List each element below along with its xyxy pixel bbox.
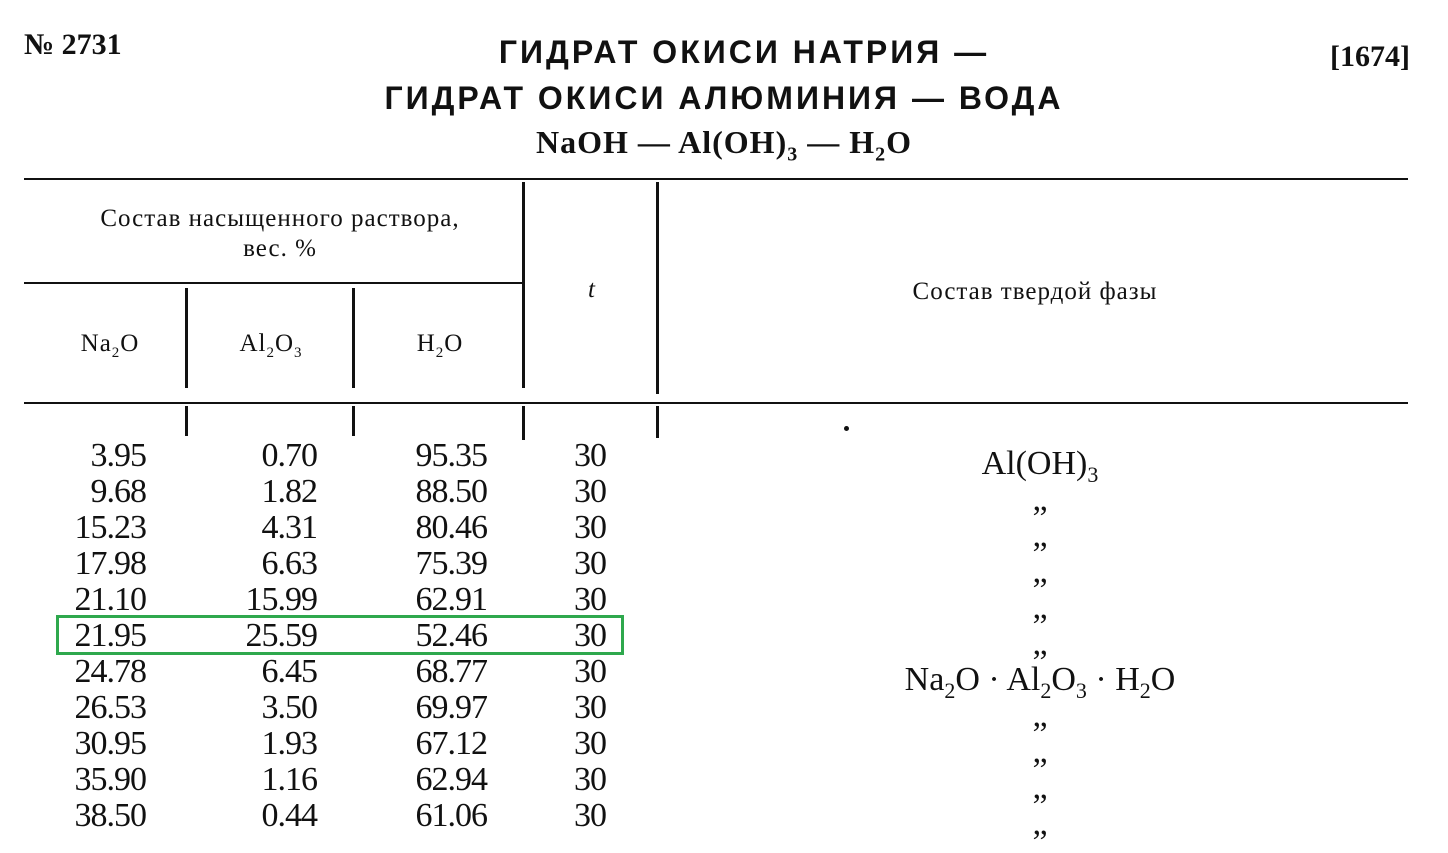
cell-al2o3-10: 0.44	[261, 797, 317, 834]
group-header-line-2: вес. %	[243, 235, 317, 262]
cell-t-10: 30	[574, 797, 606, 834]
col-header-na2o: $Na_2O$	[80, 330, 140, 361]
formula-part-1: NaOH — Al(OH)	[536, 124, 788, 160]
col-tick-4	[656, 406, 659, 438]
formula-part-3: O	[886, 124, 912, 160]
cell-al2o3-1: 1.82	[261, 473, 317, 510]
solid-phase-ditto-7: „	[1032, 697, 1048, 734]
cell-al2o3-6: 6.45	[261, 653, 317, 690]
solid-phase-aloh3: $Al(OH)_3$	[981, 445, 1099, 487]
solid-phase-ditto-2: „	[1032, 517, 1048, 554]
cell-h2o-10: 61.06	[415, 797, 487, 834]
title-line-2: ГИДРАТ ОКИСИ АЛЮМИНИЯ — ВОДА	[384, 80, 1064, 116]
cell-na2o-6: 24.78	[74, 653, 146, 690]
cell-na2o-0: 3.95	[90, 437, 146, 474]
solid-phase-sodium-aluminate: $Na_2O \cdot Al_2O_3 \cdot H_2O$	[904, 661, 1176, 703]
col-tick-1	[185, 406, 188, 436]
solid-phase-ditto-9: „	[1032, 769, 1048, 806]
solid-phase-ditto-5: „	[1032, 625, 1048, 662]
highlighted-row-box	[56, 615, 624, 655]
cell-h2o-9: 62.94	[415, 761, 487, 798]
cell-t-5: 30	[574, 617, 606, 654]
cell-t-1: 30	[574, 473, 606, 510]
system-formula	[0, 124, 1448, 166]
cell-al2o3-3: 6.63	[261, 545, 317, 582]
cell-na2o-10: 38.50	[74, 797, 146, 834]
col-header-temperature: t	[588, 276, 596, 303]
col-divider-1	[185, 288, 188, 388]
solid-phase-ditto-10: „	[1032, 805, 1048, 842]
cell-al2o3-4: 15.99	[245, 581, 317, 618]
cell-al2o3-7: 3.50	[261, 689, 317, 726]
cell-na2o-3: 17.98	[74, 545, 146, 582]
col-header-h2o: $H_2O$	[416, 330, 464, 361]
cell-t-9: 30	[574, 761, 606, 798]
title-line-1: ГИДРАТ ОКИСИ НАТРИЯ —	[498, 34, 990, 70]
cell-al2o3-2: 4.31	[261, 509, 317, 546]
column-solid-phase	[840, 446, 1240, 842]
cell-t-8: 30	[574, 725, 606, 762]
cell-al2o3-8: 1.93	[261, 725, 317, 762]
formula-sub-2: 2	[875, 143, 887, 166]
formula-part-2: — H	[798, 124, 876, 160]
cell-h2o-5: 52.46	[415, 617, 487, 654]
cell-na2o-9: 35.90	[74, 761, 146, 798]
solid-phase-ditto-1: „	[1032, 481, 1048, 518]
solid-phase-ditto-8: „	[1032, 733, 1048, 770]
col-header-al2o3: $Al_2O_3$	[239, 330, 303, 361]
cell-h2o-0: 95.35	[415, 437, 487, 474]
cell-t-7: 30	[574, 689, 606, 726]
cell-t-6: 30	[574, 653, 606, 690]
cell-t-4: 30	[574, 581, 606, 618]
cell-al2o3-9: 1.16	[261, 761, 317, 798]
cell-na2o-2: 15.23	[74, 509, 146, 546]
cell-h2o-6: 68.77	[415, 653, 487, 690]
cell-na2o-7: 26.53	[74, 689, 146, 726]
header-bottom-rule	[24, 402, 1408, 404]
cell-t-3: 30	[574, 545, 606, 582]
print-dot	[844, 426, 849, 431]
reference-number: [1674]	[1330, 40, 1410, 73]
cell-h2o-7: 69.97	[415, 689, 487, 726]
solid-phase-ditto-3: „	[1032, 553, 1048, 590]
cell-na2o-1: 9.68	[90, 473, 146, 510]
cell-t-0: 30	[574, 437, 606, 474]
solid-phase-ditto-4: „	[1032, 589, 1048, 626]
group-header	[40, 204, 520, 264]
col-tick-2	[352, 406, 355, 436]
formula-sub-1: 3	[787, 143, 799, 166]
table-top-rule	[24, 178, 1408, 180]
cell-na2o-4: 21.10	[74, 581, 146, 618]
cell-h2o-2: 80.46	[415, 509, 487, 546]
cell-h2o-8: 67.12	[415, 725, 487, 762]
entry-number: № 2731	[24, 28, 122, 61]
col-tick-3	[522, 406, 525, 440]
cell-al2o3-0: 0.70	[261, 437, 317, 474]
col-divider-3	[522, 182, 525, 388]
col-header-solid-phase: Состав твердой фазы	[912, 278, 1158, 305]
cell-h2o-1: 88.50	[415, 473, 487, 510]
col-divider-4	[656, 182, 659, 394]
cell-t-2: 30	[574, 509, 606, 546]
col-divider-2	[352, 288, 355, 388]
cell-na2o-8: 30.95	[74, 725, 146, 762]
group-header-line-1: Состав насыщенного раствора,	[100, 205, 460, 232]
cell-h2o-3: 75.39	[415, 545, 487, 582]
cell-na2o-5: 21.95	[74, 617, 146, 654]
group-header-rule	[24, 282, 522, 284]
cell-al2o3-5: 25.59	[245, 617, 317, 654]
cell-h2o-4: 62.91	[415, 581, 487, 618]
